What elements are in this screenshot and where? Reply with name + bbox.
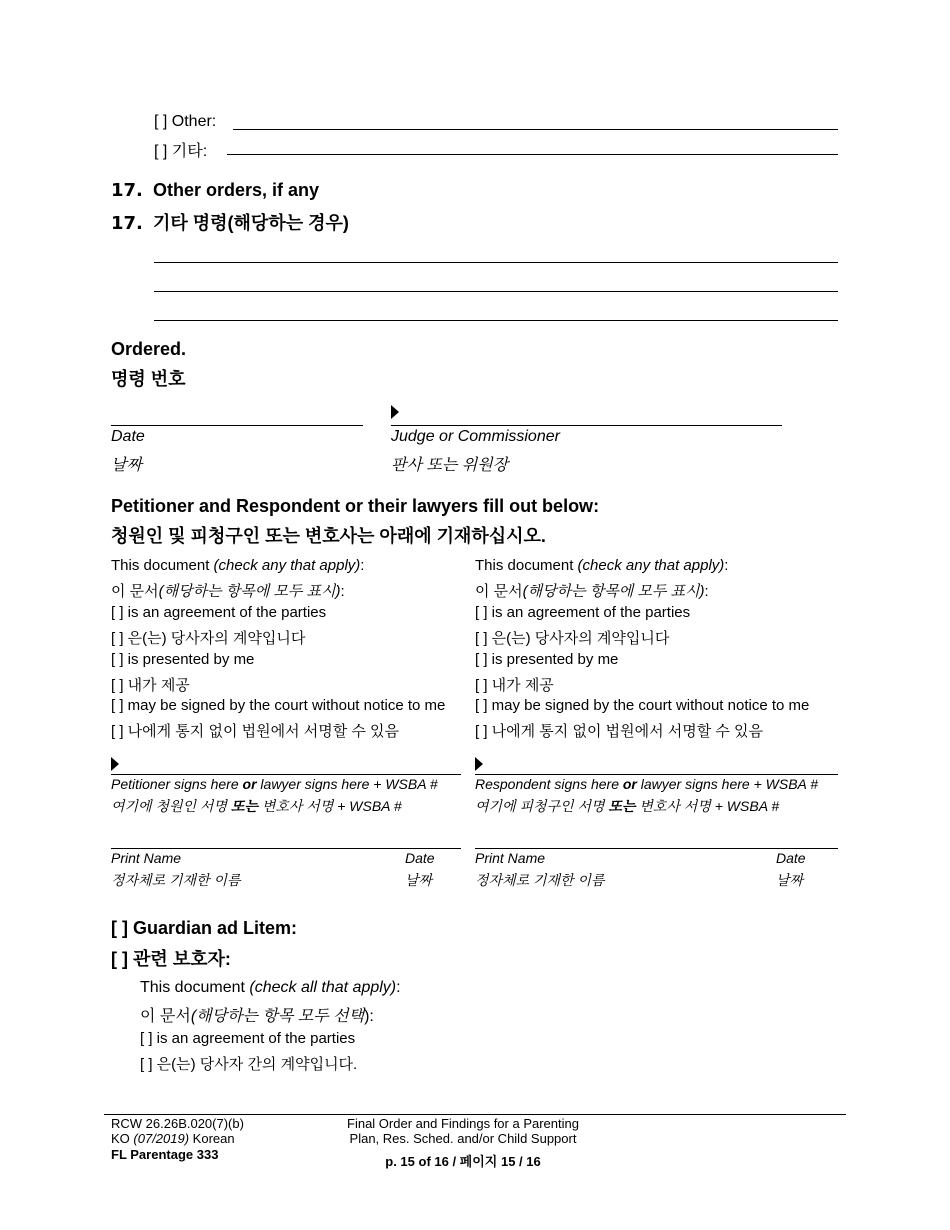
doc-suffix: : [396, 979, 401, 996]
footer-ko-prefix: KO [111, 1131, 134, 1146]
respondent-print-name-line[interactable] [475, 848, 838, 849]
respondent-option-notice-ko[interactable]: [ ] 나에게 통지 없이 법원에서 서명할 수 있음 [475, 723, 764, 740]
respondent-print-name-en: Print Name [475, 850, 546, 866]
doc-italic: (해당하는 항목에 모두 표시) [522, 583, 705, 600]
guardian-option-agreement-en[interactable]: [ ] is an agreement of the parties [140, 1030, 356, 1047]
respondent-option-presented-ko[interactable]: [ ] 내가 제공 [475, 677, 554, 694]
respondent-date-en: Date [776, 850, 806, 866]
sign-text: Petitioner signs here [111, 776, 243, 792]
section-17-heading-en [111, 180, 319, 201]
guardian-heading-ko[interactable]: [ ] 관련 보호자: [111, 949, 231, 969]
section-title: Other orders, if any [153, 180, 320, 200]
respondent-sign-arrow-icon [475, 757, 483, 771]
doc-suffix: : [704, 583, 709, 600]
petitioner-doc-label-ko [111, 580, 345, 601]
sign-text: 변호사 서명 + WSBA # [635, 798, 780, 814]
doc-italic: (check all that apply) [249, 979, 397, 996]
other-orders-line-2[interactable] [154, 291, 838, 292]
petitioner-option-presented-ko[interactable]: [ ] 내가 제공 [111, 677, 190, 694]
footer-title-line2: Plan, Res. Sched. and/or Child Support [349, 1131, 577, 1146]
other-line-en[interactable] [233, 129, 838, 130]
doc-prefix: This document [111, 557, 214, 574]
petitioner-print-name-line[interactable] [111, 848, 461, 849]
sign-text: lawyer signs here + WSBA # [256, 776, 438, 792]
doc-prefix: 이 문서 [111, 583, 159, 600]
sign-or: 또는 [230, 798, 258, 814]
petitioner-option-notice-ko[interactable]: [ ] 나에게 통지 없이 법원에서 서명할 수 있음 [111, 723, 400, 740]
judge-label-en: Judge or Commissioner [391, 428, 560, 445]
petitioner-signature-line[interactable] [111, 774, 461, 775]
guardian-option-agreement-ko[interactable]: [ ] 은(는) 당사자 간의 계약입니다. [140, 1056, 358, 1073]
petitioner-date-en: Date [405, 850, 435, 866]
sign-text: lawyer signs here + WSBA # [636, 776, 819, 792]
doc-prefix: 이 문서 [140, 1008, 191, 1025]
footer-rcw: RCW 26.26B.020(7)(b) [111, 1116, 244, 1131]
sign-text: 여기에 피청구인 서명 [475, 798, 609, 814]
parties-heading-ko: 청원인 및 피청구인 또는 변호사는 아래에 기재하십시오. [111, 526, 546, 546]
petitioner-print-name-ko: 정자체로 기재한 이름 [111, 872, 241, 888]
doc-suffix: ): [364, 1008, 374, 1025]
footer-ko-suffix: Korean [189, 1131, 235, 1146]
guardian-doc-label-en [140, 979, 401, 997]
sign-arrow-icon [391, 405, 399, 419]
sign-text: 여기에 청원인 서명 [111, 798, 231, 814]
footer-language [111, 1131, 235, 1146]
respondent-option-presented-en[interactable]: [ ] is presented by me [475, 651, 619, 668]
petitioner-sign-label-ko [111, 796, 402, 816]
petitioner-sign-label-en [111, 776, 438, 792]
guardian-doc-label-ko [140, 1003, 374, 1026]
doc-italic: (check any that apply) [577, 557, 725, 574]
date-label-en: Date [111, 428, 145, 445]
parties-heading-en: Petitioner and Respondent or their lawyers fill out below: [111, 496, 600, 516]
other-orders-line-1[interactable] [154, 262, 838, 263]
doc-prefix: 이 문서 [475, 583, 523, 600]
petitioner-option-presented-en[interactable]: [ ] is presented by me [111, 651, 255, 668]
guardian-heading-en[interactable]: [ ] Guardian ad Litem: [111, 918, 298, 938]
other-checkbox-ko[interactable]: [ ] 기타: [154, 143, 208, 160]
footer-rule [104, 1114, 846, 1115]
ordered-title-ko: 명령 번호 [111, 369, 186, 389]
petitioner-option-agreement-en[interactable]: [ ] is an agreement of the parties [111, 604, 327, 621]
ordered-title-en: Ordered. [111, 339, 187, 359]
doc-prefix: This document [475, 557, 578, 574]
doc-suffix: : [724, 557, 729, 574]
other-line-ko[interactable] [227, 154, 838, 155]
other-orders-line-3[interactable] [154, 320, 838, 321]
respondent-option-agreement-ko[interactable]: [ ] 은(는) 당사자의 계약입니다 [475, 630, 670, 647]
date-signature-line[interactable] [111, 425, 363, 426]
respondent-option-agreement-en[interactable]: [ ] is an agreement of the parties [475, 604, 691, 621]
petitioner-print-name-en: Print Name [111, 850, 182, 866]
footer-page-number: p. 15 of 16 / 페이지 15 / 16 [385, 1154, 541, 1169]
respondent-print-name-ko: 정자체로 기재한 이름 [475, 872, 605, 888]
other-checkbox-en[interactable]: [ ] Other: [154, 113, 217, 130]
sign-text: Respondent signs here [475, 776, 623, 792]
doc-italic: (해당하는 항목에 모두 표시) [158, 583, 341, 600]
section-17-heading-ko [111, 209, 349, 235]
petitioner-option-notice-en[interactable]: [ ] may be signed by the court without notice to me [111, 697, 446, 714]
sign-or: or [622, 776, 637, 792]
footer-ko-date: (07/2019) [133, 1131, 190, 1146]
date-label-ko: 날짜 [111, 457, 142, 474]
petitioner-option-agreement-ko[interactable]: [ ] 은(는) 당사자의 계약입니다 [111, 630, 306, 647]
sign-or: 또는 [608, 798, 636, 814]
respondent-signature-line[interactable] [475, 774, 838, 775]
doc-italic: (해당하는 항목 모두 선택 [190, 1008, 365, 1025]
respondent-doc-label-ko [475, 580, 709, 601]
doc-suffix: : [360, 557, 365, 574]
petitioner-date-ko: 날짜 [405, 872, 433, 888]
footer-title-line1: Final Order and Findings for a Parenting [347, 1116, 579, 1131]
doc-prefix: This document [140, 979, 250, 996]
sign-or: or [242, 776, 257, 792]
respondent-date-ko: 날짜 [776, 872, 804, 888]
section-number: 17. [111, 180, 143, 201]
footer-form-number: FL Parentage 333 [111, 1147, 219, 1162]
sign-text: 변호사 서명 + WSBA # [257, 798, 402, 814]
respondent-sign-label-en [475, 776, 818, 792]
petitioner-sign-arrow-icon [111, 757, 119, 771]
petitioner-doc-label-en [111, 557, 364, 574]
doc-italic: (check any that apply) [213, 557, 361, 574]
respondent-doc-label-en [475, 557, 728, 574]
respondent-option-notice-en[interactable]: [ ] may be signed by the court without notice to me [475, 697, 810, 714]
judge-label-ko: 판사 또는 위원장 [391, 457, 509, 474]
section-number: 17. [111, 213, 143, 234]
judge-signature-line[interactable] [391, 425, 782, 426]
doc-suffix: : [340, 583, 345, 600]
section-title: 기타 명령(해당하는 경우) [153, 213, 349, 233]
respondent-sign-label-ko [475, 796, 779, 816]
